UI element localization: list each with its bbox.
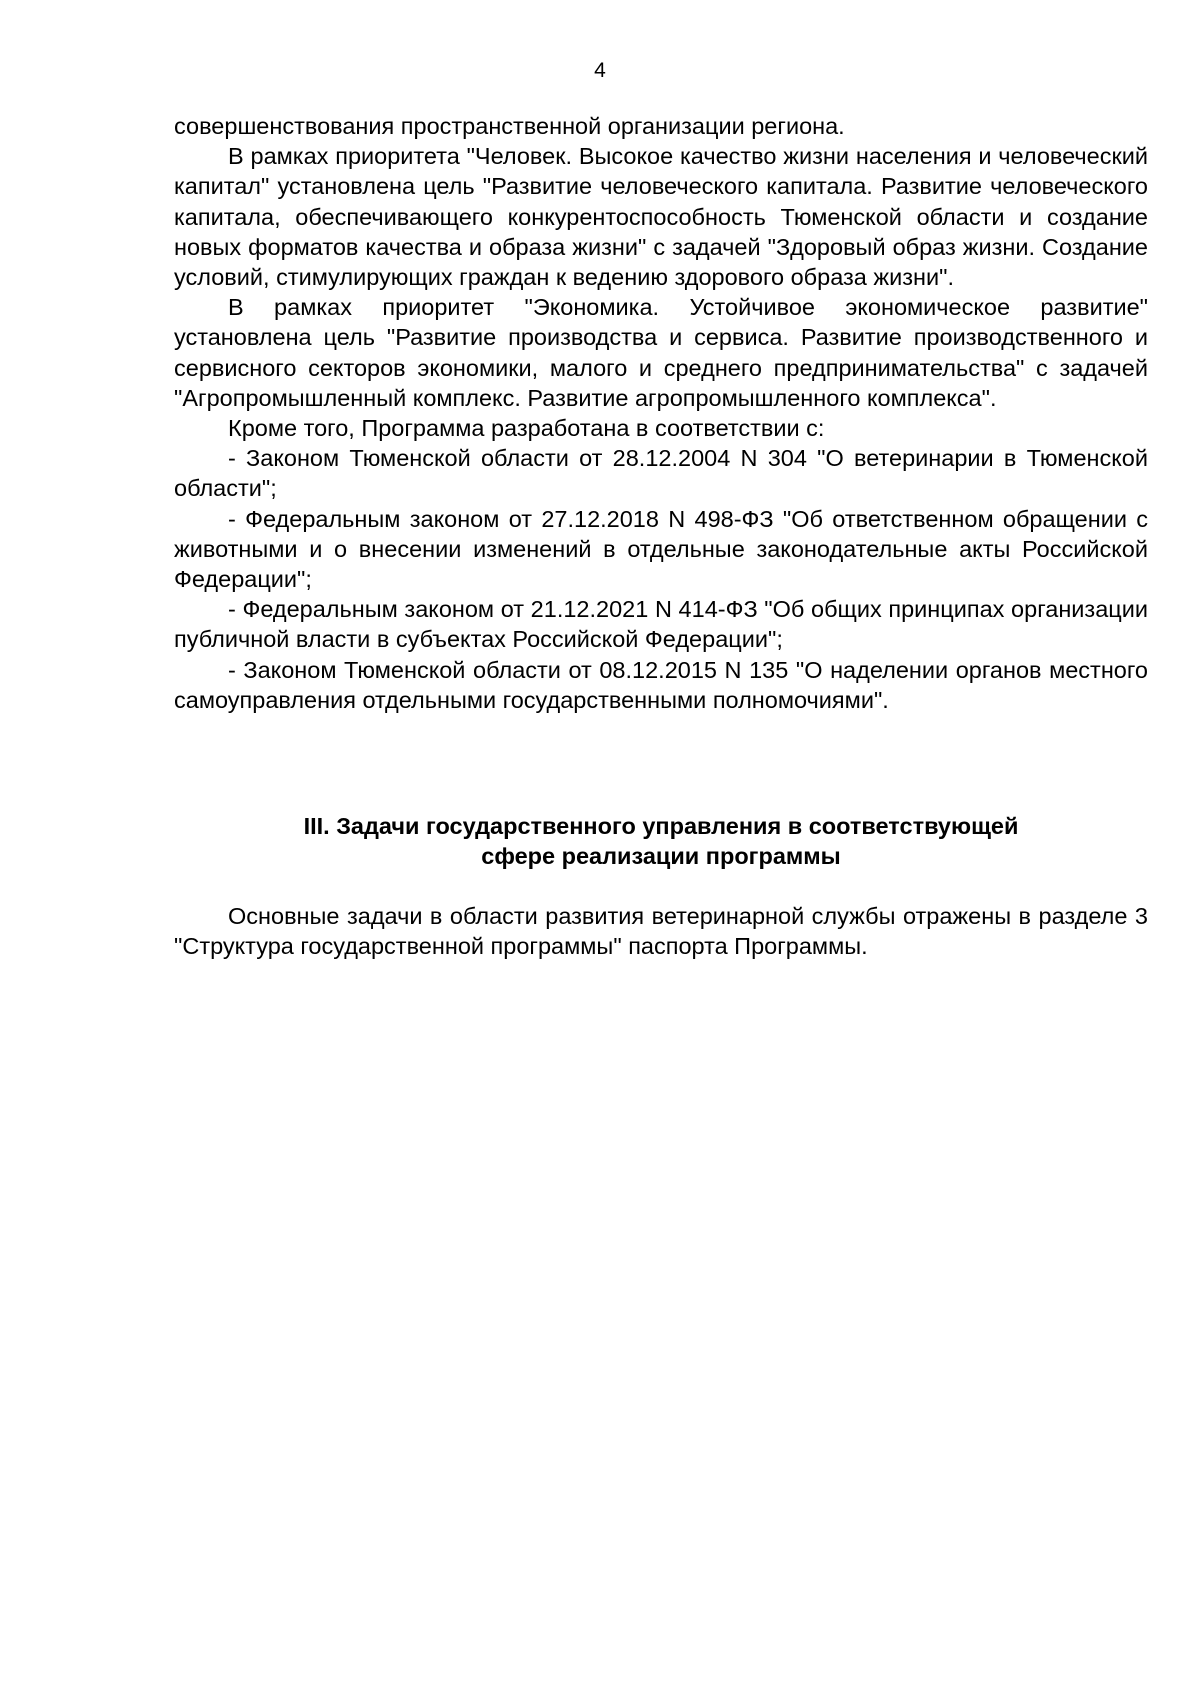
list-item-law-135: - Законом Тюменской области от 08.12.2015 N 135 "О наделении органов местного самоуправления отдельными государственными полномочиями". <box>174 656 1148 713</box>
section-heading <box>174 811 1148 871</box>
section-heading-line-1: III. Задачи государственного управления в соответствующей <box>303 813 1019 839</box>
section-heading-line-2: сфере реализации программы <box>481 843 841 870</box>
list-item-law-498-fz: - Федеральным законом от 27.12.2018 N 498-ФЗ "Об ответственном обращении с животными и о внесении изменений в отдельные законодательные акты Российской Федерации"; <box>174 505 1148 593</box>
list-item-law-414-fz: - Федеральным законом от 21.12.2021 N 414-ФЗ "Об общих принципах организации публичной власти в субъектах Российской Федерации"; <box>174 596 1148 653</box>
page-number: 4 <box>594 59 606 82</box>
paragraph-priority-economy: В рамках приоритет "Экономика. Устойчивое экономическое развитие" установлена цель "Развитие производства и сервиса. Развитие производственного и сервисного секторов экономики, малого и среднего предпринимательства" с задачей "Агропромышленный комплекс. Развитие агропромышленного комплекса". <box>174 294 1148 411</box>
paragraph-main-tasks: Основные задачи в области развития ветеринарной службы отражены в разделе 3 "Структура государственной программы" паспорта Программы. <box>174 903 1148 960</box>
paragraph-legal-basis-intro: Кроме того, Программа разработана в соответствии с: <box>228 415 825 442</box>
paragraph-priority-human: В рамках приоритета "Человек. Высокое качество жизни населения и человеческий капитал" установлена цель "Развитие человеческого капитала. Развитие человеческого капитала, обеспечивающего конкурентоспособность Тюменской области и создание новых форматов качества и образа жизни" с задачей "Здоровый образ жизни. Создание условий, стимулирующих граждан к ведению здорового образа жизни". <box>174 143 1148 291</box>
section-body <box>174 901 1148 961</box>
body-text <box>174 111 1148 715</box>
list-item-law-304: - Законом Тюменской области от 28.12.2004 N 304 "О ветеринарии в Тюменской области"; <box>174 445 1148 502</box>
paragraph-continuation: совершенствования пространственной организации региона. <box>174 113 845 139</box>
